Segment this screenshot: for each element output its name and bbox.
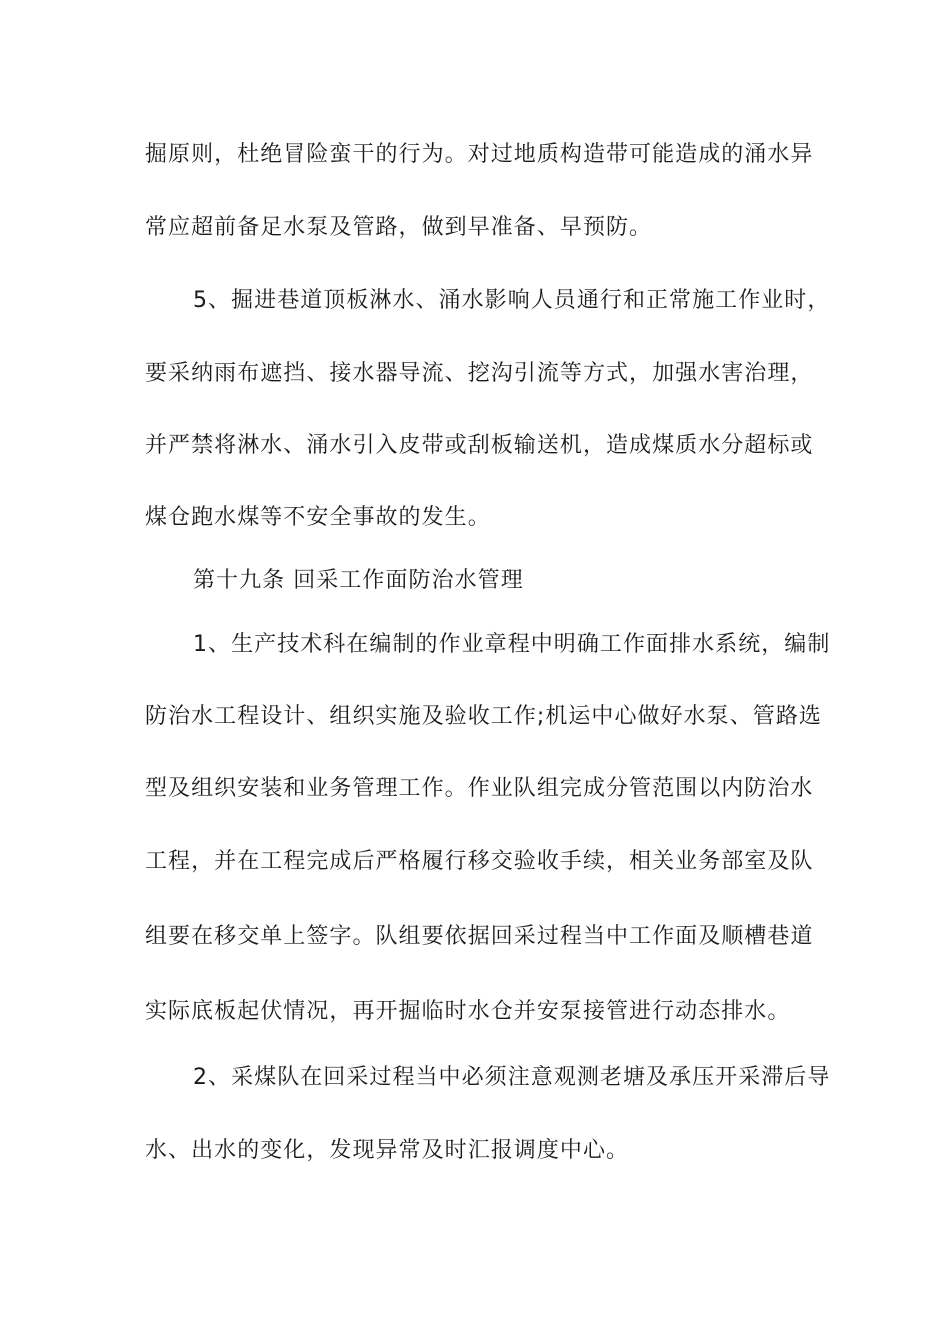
text-line: 掘原则，杜绝冒险蛮干的行为。对过地质构造带可能造成的涌水异 (145, 142, 814, 167)
text-line: 水、出水的变化，发现异常及时汇报调度中心。 (145, 1138, 630, 1163)
text-line: 并严禁将淋水、涌水引入皮带或刮板输送机，造成煤质水分超标或 (145, 433, 814, 458)
text-line: 型及组织安装和业务管理工作。作业队组完成分管范围以内防治水 (145, 776, 814, 801)
text-line: 防治水工程设计、组织实施及验收工作;机运中心做好水泵、管路选 (145, 704, 822, 729)
text-line: 常应超前备足水泵及管路，做到早准备、早预防。 (145, 215, 653, 240)
paragraph-item-1: 1、生产技术科在编制的作业章程中明确工作面排水系统，编制 (193, 632, 831, 657)
text-line: 煤仓跑水煤等不安全事故的发生。 (145, 505, 491, 530)
section-heading: 第十九条 回采工作面防治水管理 (193, 568, 524, 593)
text-line: 实际底板起伏情况，再开掘临时水仓并安泵接管进行动态排水。 (145, 999, 791, 1024)
text-line: 工程，并在工程完成后严格履行移交验收手续，相关业务部室及队 (145, 849, 814, 874)
paragraph-item-2: 2、采煤队在回采过程当中必须注意观测老塘及承压开采滞后导 (193, 1065, 831, 1090)
paragraph-item-5: 5、掘进巷道顶板淋水、涌水影响人员通行和正常施工作业时， (193, 288, 831, 313)
text-line: 要采纳雨布遮挡、接水器导流、挖沟引流等方式，加强水害治理， (145, 361, 814, 386)
text-line: 组要在移交单上签字。队组要依据回采过程当中工作面及顺槽巷道 (145, 924, 814, 949)
